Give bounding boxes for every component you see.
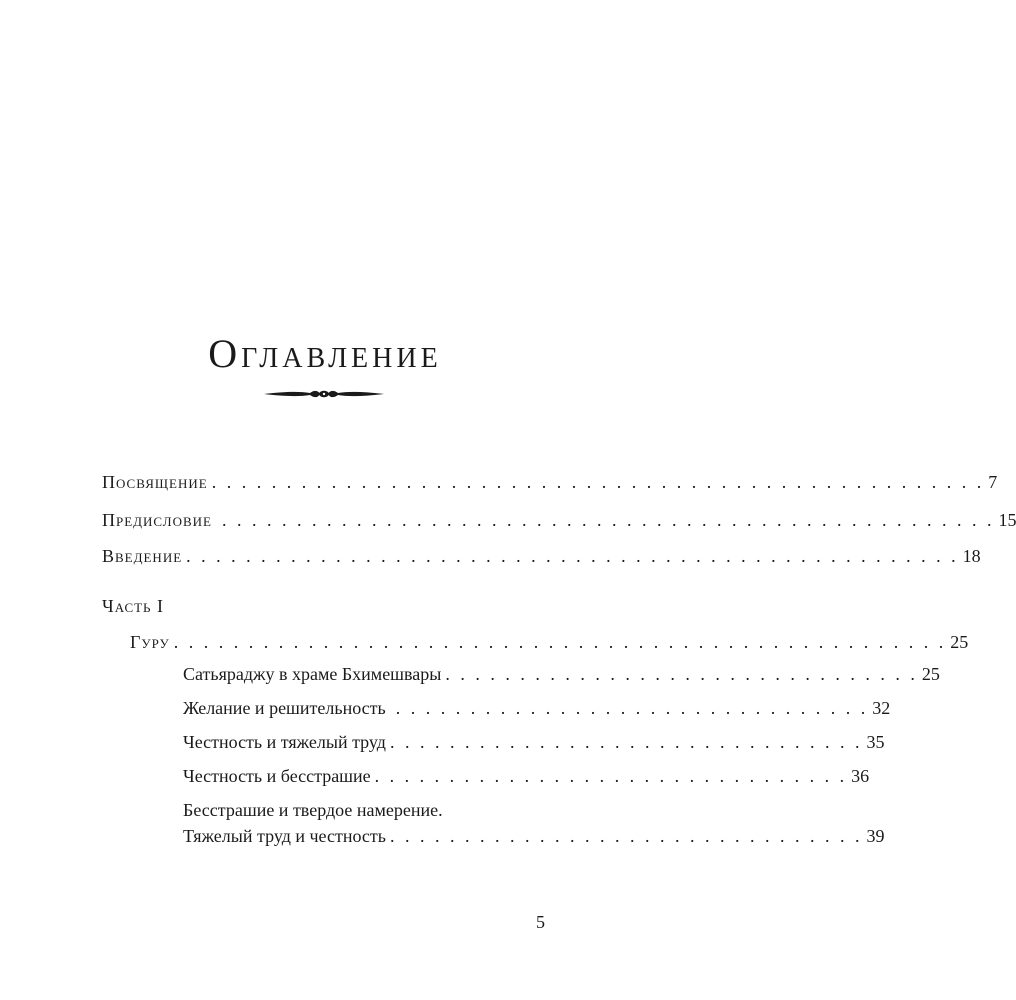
toc-leader-dots: . . . . . . . . . . . . . . . . . . . . . . . . . . . . . . . . . . . . . . . . . . . . . . . . . . . . xyxy=(211,472,985,492)
toc-page-number: 39 xyxy=(866,826,885,846)
toc-entry-label: Предисловие xyxy=(102,510,212,530)
toc-entry-label: Честность и бесстрашие xyxy=(183,766,371,786)
toc-entry-label: Желание и решительность xyxy=(183,698,386,718)
toc-entry-section[interactable] xyxy=(183,696,891,720)
toc-page-number: 35 xyxy=(866,732,885,752)
toc-entry-dedication[interactable] xyxy=(102,470,998,494)
toc-page-number: 36 xyxy=(851,766,870,786)
toc-page-number: 15 xyxy=(998,510,1016,530)
toc-page-number: 32 xyxy=(872,698,891,718)
toc-entry-chapter-guru[interactable] xyxy=(130,630,969,654)
toc-entry-label: Гуру xyxy=(130,632,170,652)
toc-entry-section[interactable] xyxy=(183,824,885,848)
toc-entry-label: Тяжелый труд и честность xyxy=(183,826,386,846)
toc-entry-section[interactable] xyxy=(183,730,885,754)
toc-entry-section[interactable] xyxy=(183,764,870,788)
toc-entry-label: Сатьяраджу в храме Бхимешвары xyxy=(183,664,442,684)
toc-entry-preface[interactable] xyxy=(102,508,1016,532)
toc-page-number: 25 xyxy=(921,664,940,684)
toc-leader-dots: . . . . . . . . . . . . . . . . . . . . . . . . . . . . . . . . xyxy=(374,766,848,786)
page-folio-number: 5 xyxy=(536,912,545,932)
toc-entry-label: Честность и тяжелый труд xyxy=(183,732,386,752)
toc-leader-dots: . . . . . . . . . . . . . . . . . . . . . . . . . . . . . . . . . . . . . . . . . . . . . . . . . . . . xyxy=(221,510,995,530)
toc-page-number: 18 xyxy=(962,546,981,566)
toc-leader-dots: . . . . . . . . . . . . . . . . . . . . . . . . . . . . . . . . . . . . . . . . . . . . . . . . . . . . xyxy=(173,632,947,652)
toc-part-heading[interactable]: Часть I xyxy=(102,596,165,616)
toc-leader-dots: . . . . . . . . . . . . . . . . . . . . . . . . . . . . . . . . xyxy=(445,664,918,684)
page-title: Оглавление xyxy=(208,331,442,376)
flourish-divider-icon xyxy=(262,386,386,402)
toc-page-number: 7 xyxy=(988,472,998,492)
toc-entry-label: Посвящение xyxy=(102,472,208,492)
toc-leader-dots: . . . . . . . . . . . . . . . . . . . . . . . . . . . . . . . . xyxy=(389,732,863,752)
toc-entry-label: Введение xyxy=(102,546,183,566)
toc-leader-dots: . . . . . . . . . . . . . . . . . . . . . . . . . . . . . . . . xyxy=(395,698,869,718)
toc-entry-section-line1[interactable]: Бесстрашие и твердое намерение. xyxy=(183,800,443,820)
toc-leader-dots: . . . . . . . . . . . . . . . . . . . . . . . . . . . . . . . . xyxy=(389,826,863,846)
toc-entry-introduction[interactable] xyxy=(102,544,981,568)
toc-leader-dots: . . . . . . . . . . . . . . . . . . . . . . . . . . . . . . . . . . . . . . . . . . . . . . . . . . . . xyxy=(186,546,959,566)
toc-page-number: 25 xyxy=(950,632,969,652)
toc-entry-section[interactable] xyxy=(183,662,940,686)
